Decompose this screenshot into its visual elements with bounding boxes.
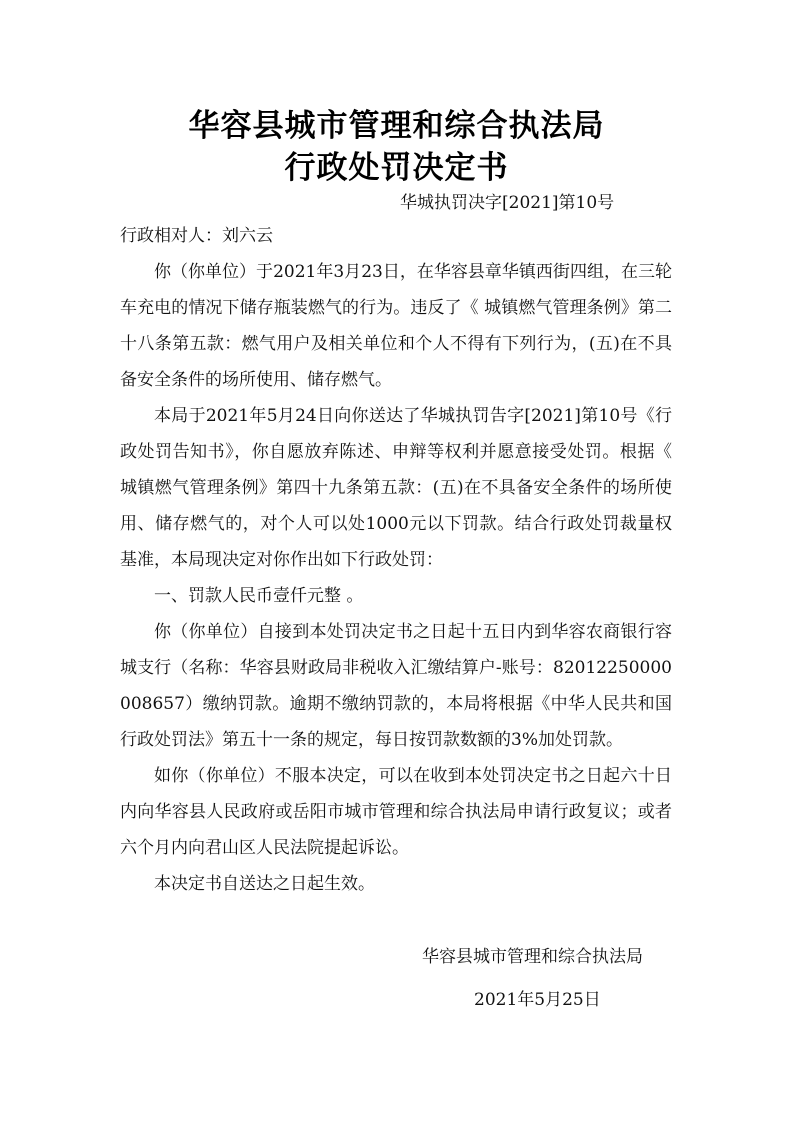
party-name: 行政相对人：刘六云 [120,226,273,246]
paragraph-effective: 本决定书自送达之日起生效。 [154,874,375,894]
paragraph-payment: 你（你单位）自接到本处罚决定书之日起十五日内到华容农商银行容城支行（名称：华容县财政局非税收入汇缴结算户-账号：82012250000008657）缴纳罚款。逾期不缴纳罚款的，本局将根据《中华人民共和国行政处罚法》第五十一条的规定，每日按罚款数额的3%加处罚款。 [120,622,672,750]
paragraph-violation: 你（你单位）于2021年3月23日，在华容县章华镇西街四组，在三轮车充电的情况下储存瓶装燃气的行为。违反了《 城镇燃气管理条例》第二十八条第五款：燃气用户及相关单位和个人不得有下列行为，(五)在不具备安全条件的场所使用、储存燃气。 [120,262,672,390]
paragraph-legal-basis: 本局于2021年5月24日向你送达了华城执罚告字[2021]第10号《行政处罚告知书》，你自愿放弃陈述、申辩等权利并愿意接受处罚。根据《 城镇燃气管理条例》第四十九条第五款：(五)在不具备安全条件的场所使用、储存燃气的，对个人可以处1000元以下罚款。结合行政处罚裁量权基准，本局现决定对你作出如下行政处罚： [120,406,672,570]
signature-date: 2021年5月25日 [474,990,601,1010]
document-number: 华城执罚决字[2021]第10号 [400,193,615,213]
signature-organization: 华容县城市管理和综合执法局 [422,947,643,967]
document-body [120,254,672,902]
document-title-type: 行政处罚决定书 [284,150,509,186]
paragraph-appeal: 如你（你单位）不服本决定，可以在收到本处罚决定书之日起六十日内向华容县人民政府或岳阳市城市管理和综合执法局申请行政复议；或者六个月内向君山区人民法院提起诉讼。 [120,766,672,858]
paragraph-penalty: 一、罚款人民币壹仟元整 。 [154,586,364,606]
document-title-agency: 华容县城市管理和综合执法局 [188,108,605,144]
